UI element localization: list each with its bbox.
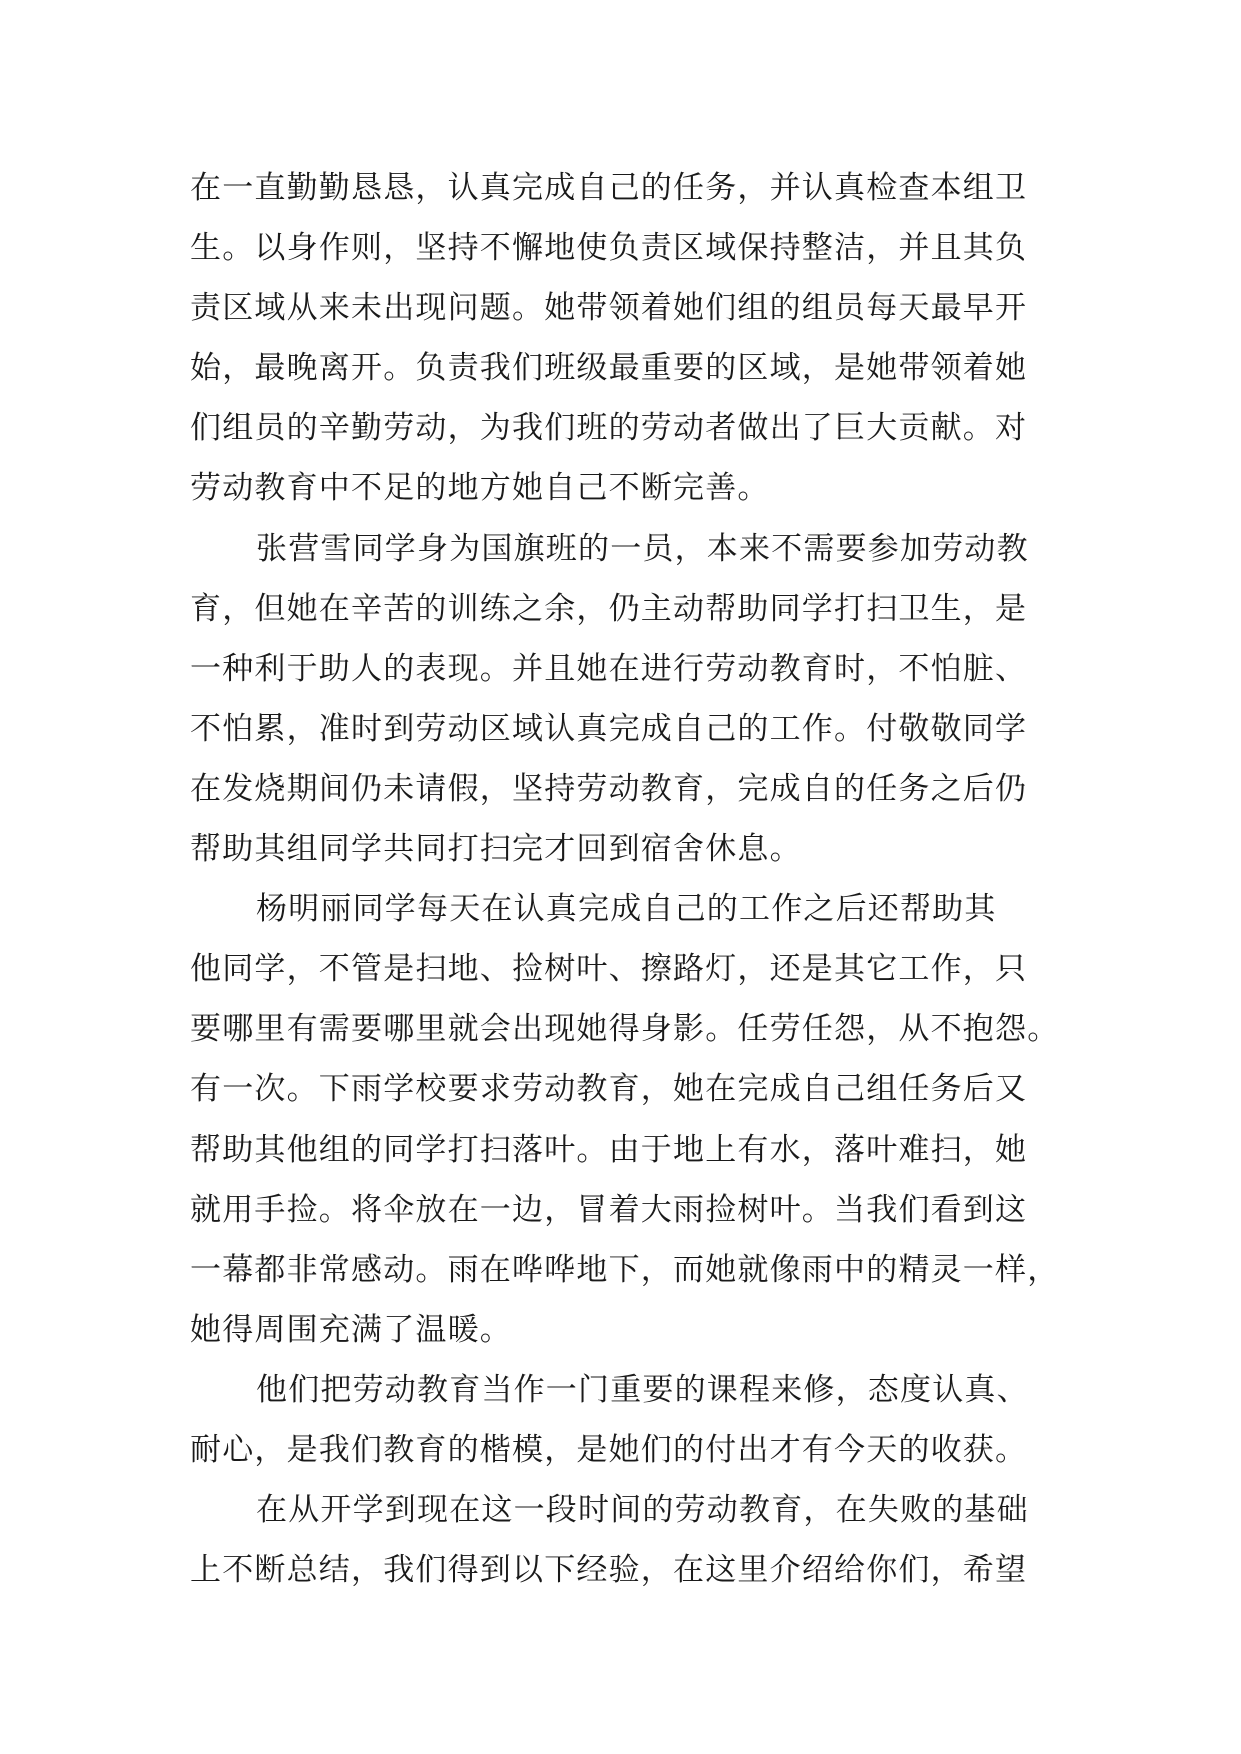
text-line: 上不断总结，我们得到以下经验，在这里介绍给你们，希望: [190, 1552, 1028, 1589]
text-line: 在一直勤勤恳恳，认真完成自己的任务，并认真检查本组卫: [190, 170, 1028, 206]
text-line: 不怕累，准时到劳动区域认真完成自己的工作。付敬敬同学: [190, 710, 1028, 747]
text-line: 一种利于助人的表现。并且她在进行劳动教育时，不怕脏、: [190, 650, 1028, 687]
text-line: 就用手捡。将伞放在一边，冒着大雨捡树叶。当我们看到这: [190, 1191, 1028, 1228]
text-line: 生。以身作则，坚持不懈地使负责区域保持整洁，并且其负: [190, 230, 1028, 267]
text-line: 杨明丽同学每天在认真完成自己的工作之后还帮助其: [256, 891, 997, 928]
text-line: 一幕都非常感动。雨在哗哗地下，而她就像雨中的精灵一样，: [190, 1251, 1060, 1288]
text-line: 帮助其组同学共同打扫完才回到宿舍休息。: [190, 831, 802, 868]
body-text: [190, 158, 1070, 1600]
text-line: 责区域从来未出现问题。她带领着她们组的组员每天最早开: [190, 290, 1028, 327]
text-line: 要哪里有需要哪里就会出现她得身影。任劳任怨，从不抱怨。: [190, 1011, 1060, 1048]
text-line: 帮助其他组的同学打扫落叶。由于地上有水，落叶难扫，她: [190, 1131, 1028, 1168]
text-line: 劳动教育中不足的地方她自己不断完善。: [190, 470, 770, 507]
text-line: 们组员的辛勤劳动，为我们班的劳动者做出了巨大贡献。对: [190, 410, 1028, 447]
text-line: 耐心，是我们教育的楷模，是她们的付出才有今天的收获。: [190, 1431, 1028, 1468]
text-line: 始，最晚离开。负责我们班级最重要的区域，是她带领着她: [190, 350, 1028, 387]
text-line: 有一次。下雨学校要求劳动教育，她在完成自己组任务后又: [190, 1071, 1028, 1108]
text-line: 在发烧期间仍未请假，坚持劳动教育，完成自的任务之后仍: [190, 770, 1028, 807]
text-line: 她得周围充满了温暖。: [190, 1311, 512, 1348]
text-line: 他同学，不管是扫地、捡树叶、擦路灯，还是其它工作，只: [190, 951, 1028, 988]
text-line: 他们把劳动教育当作一门重要的课程来修，态度认真、: [256, 1371, 1029, 1408]
text-line: 在从开学到现在这一段时间的劳动教育，在失败的基础: [256, 1492, 1029, 1529]
text-line: 张营雪同学身为国旗班的一员，本来不需要参加劳动教: [256, 530, 1029, 567]
text-line: 育，但她在辛苦的训练之余，仍主动帮助同学打扫卫生，是: [190, 590, 1028, 627]
